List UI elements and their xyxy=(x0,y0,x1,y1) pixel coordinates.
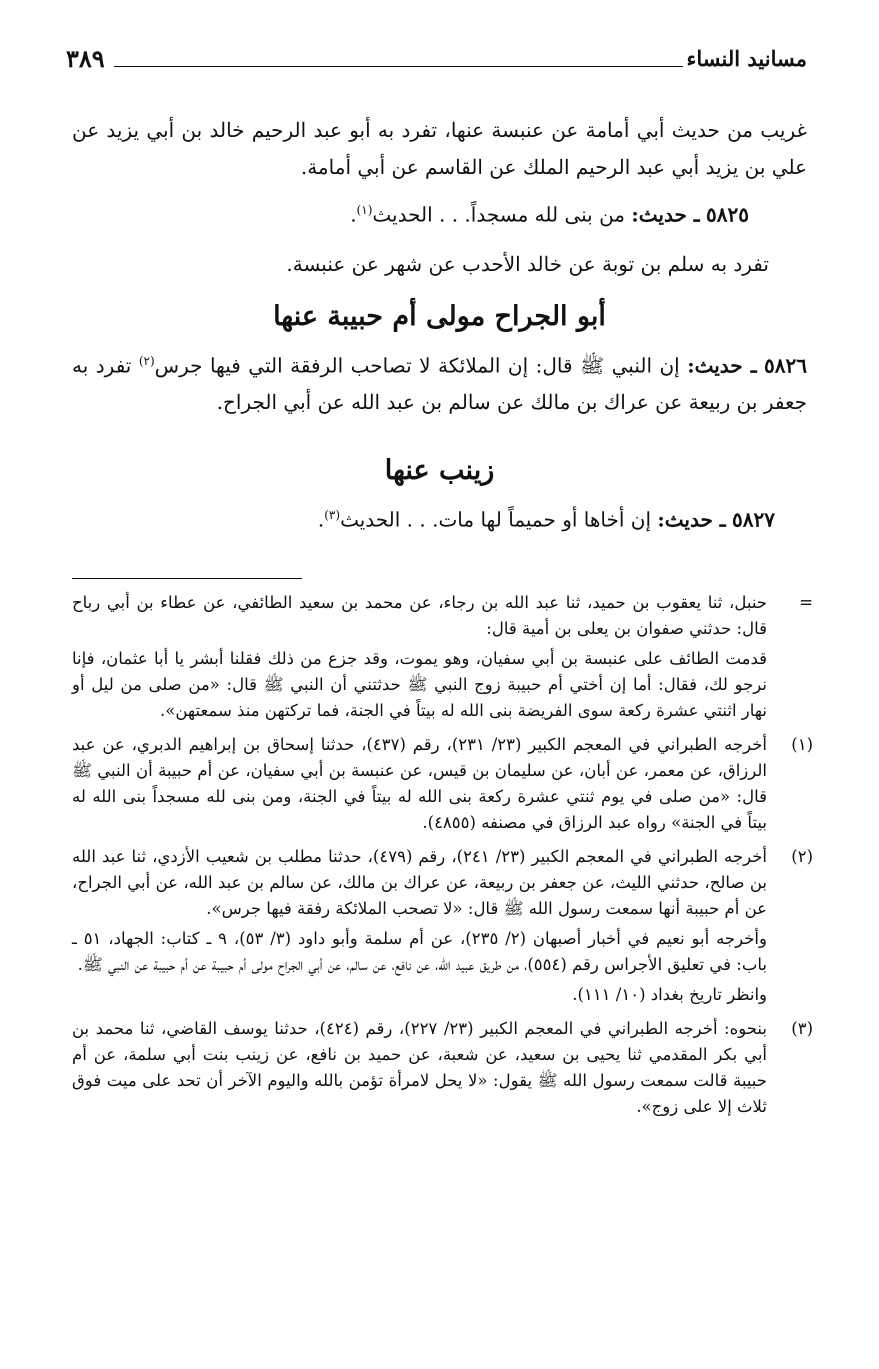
footnote-ref: (١) xyxy=(356,203,373,217)
hadith-text: إن النبي ﷺ قال: إن الملائكة لا تصاحب الرفقة التي فيها جرس xyxy=(154,353,680,378)
footnote-1 xyxy=(72,732,813,836)
footnote-continuation xyxy=(72,590,813,724)
footnote-text: أخرجه الطبراني في المعجم الكبير (٢٣/ ٢٣١)، رقم (٤٣٧)، حدثنا إسحاق بن إبراهيم الدبري، عن عبد الرزاق، عن معمر، عن أبان، عن سليمان بن قيس، عن عنبسة بن أبي سفيان، عن أم حبيبة أن النبي ﷺ قال: «من صلى في يوم ثنتي عشرة ركعة بنى الله له بيتاً في الجنة، ومن بنى لله مسجداً بنى الله له بيتاً في الجنة» رواه عبد الرزاق في مصنفه (٤٨٥٥). xyxy=(72,735,768,832)
header-rule xyxy=(114,66,683,67)
intro-paragraph: غريب من حديث أبي أمامة عن عنبسة عنها، تفرد به أبو عبد الرحيم خالد بن أبي يزيد عن علي بن يزيد أبي عبد الرحيم الملك عن القاسم عن أبي أمامة. xyxy=(72,118,807,179)
hadith-number: ٥٨٢٥ xyxy=(706,202,749,227)
running-title: مسانيد النساء xyxy=(686,46,807,71)
hadith-comment: تفرد به جعفر بن ربيعة عن عراك بن مالك عن سالم بن عبد الله عن أبي الجراح. xyxy=(72,353,807,415)
footnote-marker: (٢) xyxy=(791,847,813,866)
page-header xyxy=(66,44,807,74)
section-heading: أبو الجراح مولى أم حبيبة عنها xyxy=(273,300,606,332)
hadith-label: ـ حديث: xyxy=(631,202,700,227)
footnote-2 xyxy=(72,844,813,1008)
footnote-text: قدمت الطائف على عنبسة بن أبي سفيان، وهو يموت، وقد جزع من ذلك فقلنا أبشر يا أبا عثمان، فإنا نرجو لك، فقال: أما إن أختي أم حبيبة زوج النبي ﷺ حدثتني أن النبي ﷺ قال: «من صلى من ليل أو نهار اثنتي عشرة ركعة سوى الفريضة بنى الله له بيتاً في الجنة، فما تركتهن منذ سمعتهن». xyxy=(72,649,767,720)
hadith-number: ٥٨٢٧ xyxy=(732,507,775,532)
section-heading: زينب عنها xyxy=(384,455,495,487)
footnotes xyxy=(72,590,813,1120)
hadith-entry xyxy=(72,343,807,422)
hadith-number: ٥٨٢٦ xyxy=(764,353,808,378)
hadith-label: ـ حديث: xyxy=(657,507,726,532)
footnote-marker: (١) xyxy=(791,735,813,754)
main-text xyxy=(72,112,807,539)
footnote-text: بنحوه: أخرجه الطبراني في المعجم الكبير (٢٣/ ٢٢٧)، رقم (٤٢٤)، حدثنا يوسف القاضي، ثنا محمد بن أبي بكر المقدمي ثنا يحيى بن سعيد، عن شعبة، عن حميد بن نافع، عن زينب بنت أبي سلمة، عن أم حبيبة قالت سمعت رسول الله ﷺ يقول: «لا يحل لامرأة تؤمن بالله واليوم الآخر أن تحد على ميت فوق ثلاث إلا على زوج». xyxy=(72,1019,768,1116)
footnote-ref: (٣) xyxy=(324,508,341,523)
footnote-marker: = xyxy=(799,593,813,612)
hadith-comment: تفرد به سلم بن توبة عن خالد الأحدب عن شهر عن عنبسة. xyxy=(286,251,769,276)
page-number: ٣٨٩ xyxy=(66,44,105,73)
footnote-text: وانظر تاريخ بغداد (١٠/ ١١١). xyxy=(572,985,767,1004)
footnote-ref: (٢) xyxy=(138,353,155,368)
hadith-text: إن أخاها أو حميماً لها مات. . . الحديث xyxy=(340,507,652,532)
hadith-entry: ٥٨٢٥ ـ حديث: من بنى لله مسجداً. . . الحديث$^{(١)}$. xyxy=(350,202,749,227)
footnote-text: وأخرجه أبو نعيم في أخبار أصبهان (٢/ ٢٣٥)، عن أم سلمة وأبو داود (٣/ ٥٣)، ٩ ـ كتاب: الجهاد، ٥١ ـ باب: في تعليق الأجراس رقم (٥٥٤)، من طريق عبيد الله، عن نافع، عن سالم، عن أبي الجراح مولى أم حبيبة عن أم حبيبة عن النبي ﷺ. xyxy=(72,929,767,974)
hadith-text: من بنى لله مسجداً. . . الحديث xyxy=(372,202,626,227)
footnote-text: حنبل، ثنا يعقوب بن حميد، ثنا عبد الله بن رجاء، عن محمد بن سعيد الطائفي، عن عطاء بن أبي رباح قال: حدثني صفوان بن يعلى بن أمية قال: xyxy=(72,593,767,638)
footnote-3 xyxy=(72,1016,813,1120)
footnote-marker: (٣) xyxy=(791,1019,813,1038)
footnote-text: أخرجه الطبراني في المعجم الكبير (٢٣/ ٢٤١)، رقم (٤٧٩)، حدثنا مطلب بن شعيب الأزدي، ثنا عبد الله بن صالح، حدثني الليث، عن جعفر بن ربيعة، عن عراك بن مالك، عن سالم بن عبد الله، عن أبي الجراح، عن أم حبيبة أنها سمعت رسول الله ﷺ قال: «لا تصحب الملائكة رفقة فيها جرس». xyxy=(72,847,767,918)
footnote-separator xyxy=(72,578,302,579)
hadith-label: ـ حديث: xyxy=(687,353,757,378)
hadith-entry: ٥٨٢٧ ـ حديث: إن أخاها أو حميماً لها مات. . . الحديث$^{(٣)}$. xyxy=(317,507,775,532)
